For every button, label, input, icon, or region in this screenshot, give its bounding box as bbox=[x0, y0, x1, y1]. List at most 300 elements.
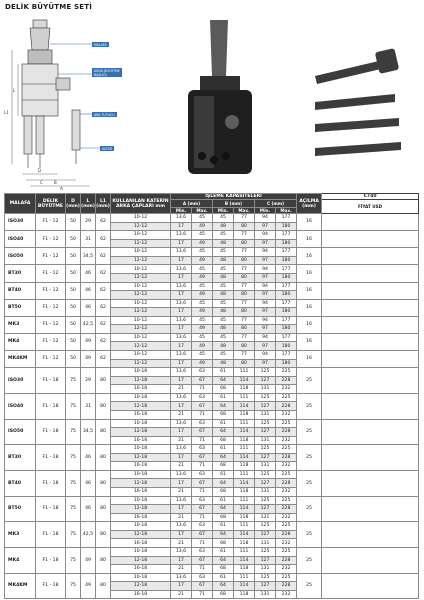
cell-a-max: 67 bbox=[192, 582, 213, 591]
cell-c-min: 125 bbox=[255, 496, 276, 505]
cell-aciklama: 25 bbox=[297, 496, 322, 522]
cell-a-max: 71 bbox=[192, 513, 213, 522]
cell-b-max: 111 bbox=[234, 368, 255, 377]
cell-a-max: 45 bbox=[192, 333, 213, 342]
cell-a-max: 67 bbox=[192, 376, 213, 385]
cell-price bbox=[322, 333, 419, 350]
header-l1: L1 (mm) bbox=[96, 194, 111, 214]
cell-c-max: 225 bbox=[276, 445, 297, 454]
cell-aciklama: 16 bbox=[297, 282, 322, 299]
cell-model: MK4 bbox=[5, 333, 36, 350]
cell-b-max: 111 bbox=[234, 393, 255, 402]
cell-d: 75 bbox=[66, 496, 81, 522]
cell-b-min: 68 bbox=[213, 565, 234, 574]
cell-a-max: 71 bbox=[192, 488, 213, 497]
cell-b-max: 77 bbox=[234, 248, 255, 257]
cell-price bbox=[322, 470, 419, 496]
cell-c-max: 232 bbox=[276, 590, 297, 599]
cell-b-min: 61 bbox=[213, 470, 234, 479]
cell-a-max: 71 bbox=[192, 565, 213, 574]
cell-kater: 10-12 bbox=[111, 316, 171, 325]
cell-c-min: 97 bbox=[255, 359, 276, 368]
cell-b-max: 118 bbox=[234, 488, 255, 497]
cell-b-min: 48 bbox=[213, 325, 234, 334]
cell-c-min: 127 bbox=[255, 479, 276, 488]
cell-l: 46 bbox=[81, 470, 96, 496]
header-c-max: Max. bbox=[276, 208, 297, 214]
cell-b-min: 64 bbox=[213, 453, 234, 462]
cell-price bbox=[322, 445, 419, 471]
product-figure bbox=[0, 14, 424, 190]
cell-c-max: 232 bbox=[276, 488, 297, 497]
cell-a-max: 71 bbox=[192, 590, 213, 599]
cell-b-min: 45 bbox=[213, 231, 234, 240]
header-c: C (mm) bbox=[255, 200, 297, 208]
cell-kater: 10-12 bbox=[111, 214, 171, 223]
cell-a-min: 13,6 bbox=[171, 522, 192, 531]
cell-a-max: 63 bbox=[192, 470, 213, 479]
cell-aciklama: 25 bbox=[297, 419, 322, 445]
cell-c-max: 225 bbox=[276, 547, 297, 556]
cell-c-max: 180 bbox=[276, 273, 297, 282]
cell-a-min: 17 bbox=[171, 428, 192, 437]
cell-c-min: 94 bbox=[255, 316, 276, 325]
cell-model: ISO30 bbox=[5, 368, 36, 394]
cell-c-max: 225 bbox=[276, 573, 297, 582]
cell-d: 50 bbox=[66, 351, 81, 368]
cell-b-min: 48 bbox=[213, 239, 234, 248]
cell-l1: 80 bbox=[96, 419, 111, 445]
cell-c-min: 97 bbox=[255, 256, 276, 265]
cell-b-min: 68 bbox=[213, 410, 234, 419]
table-row bbox=[5, 368, 419, 377]
cell-delik: F1 - 12 bbox=[36, 299, 66, 316]
cell-a-min: 21 bbox=[171, 436, 192, 445]
cell-l: 42,5 bbox=[81, 316, 96, 333]
cell-delik: F1 - 12 bbox=[36, 282, 66, 299]
cell-a-max: 49 bbox=[192, 308, 213, 317]
cell-c-max: 232 bbox=[276, 513, 297, 522]
cell-a-max: 67 bbox=[192, 556, 213, 565]
cell-c-min: 94 bbox=[255, 265, 276, 274]
cell-kater: 10-12 bbox=[111, 282, 171, 291]
technical-drawing bbox=[0, 14, 150, 190]
cell-l1: 80 bbox=[96, 496, 111, 522]
cell-b-max: 118 bbox=[234, 436, 255, 445]
cell-c-min: 125 bbox=[255, 573, 276, 582]
cell-price bbox=[322, 265, 419, 282]
cell-kater: 10-12 bbox=[111, 248, 171, 257]
cell-l1: 80 bbox=[96, 522, 111, 548]
cell-c-min: 94 bbox=[255, 231, 276, 240]
cell-c-min: 131 bbox=[255, 410, 276, 419]
cell-kater: 12-18 bbox=[111, 530, 171, 539]
cell-aciklama: 25 bbox=[297, 445, 322, 471]
cell-b-max: 111 bbox=[234, 496, 255, 505]
cell-b-max: 80 bbox=[234, 325, 255, 334]
cell-c-min: 127 bbox=[255, 376, 276, 385]
header-malafa: MALAFA bbox=[5, 194, 36, 214]
cell-kater: 12-18 bbox=[111, 402, 171, 411]
cell-b-min: 48 bbox=[213, 308, 234, 317]
cell-d: 75 bbox=[66, 445, 81, 471]
cell-a-min: 21 bbox=[171, 513, 192, 522]
cell-a-max: 45 bbox=[192, 316, 213, 325]
cell-model: MK4KM bbox=[5, 351, 36, 368]
cell-price bbox=[322, 299, 419, 316]
cell-c-min: 125 bbox=[255, 547, 276, 556]
cell-a-min: 13,6 bbox=[171, 496, 192, 505]
cell-b-max: 118 bbox=[234, 539, 255, 548]
cell-b-min: 61 bbox=[213, 573, 234, 582]
cell-kater: 12-12 bbox=[111, 308, 171, 317]
cell-b-max: 77 bbox=[234, 231, 255, 240]
cell-a-min: 17 bbox=[171, 530, 192, 539]
cell-c-max: 228 bbox=[276, 582, 297, 591]
cell-b-min: 64 bbox=[213, 428, 234, 437]
cell-b-max: 111 bbox=[234, 573, 255, 582]
spec-table-body bbox=[5, 214, 419, 599]
cell-kater: 16-18 bbox=[111, 539, 171, 548]
cell-b-min: 45 bbox=[213, 351, 234, 360]
cell-a-min: 17 bbox=[171, 256, 192, 265]
cell-c-min: 131 bbox=[255, 385, 276, 394]
cell-c-min: 125 bbox=[255, 470, 276, 479]
cell-c-max: 232 bbox=[276, 462, 297, 471]
cell-d: 50 bbox=[66, 265, 81, 282]
cell-c-max: 177 bbox=[276, 333, 297, 342]
cell-kater: 12-12 bbox=[111, 256, 171, 265]
cell-kater: 12-12 bbox=[111, 222, 171, 231]
cell-d: 75 bbox=[66, 470, 81, 496]
cell-model: BT40 bbox=[5, 470, 36, 496]
cell-kater: 12-12 bbox=[111, 291, 171, 300]
cell-c-min: 94 bbox=[255, 299, 276, 308]
dim-label-c: C bbox=[40, 180, 43, 185]
cell-a-min: 21 bbox=[171, 410, 192, 419]
header-fiyat: FİYAT USD bbox=[322, 200, 419, 214]
cell-b-max: 114 bbox=[234, 453, 255, 462]
cell-l: 49 bbox=[81, 351, 96, 368]
cell-delik: F1 - 12 bbox=[36, 265, 66, 282]
header-delik-buyutme: DELİK BÜYÜTME bbox=[36, 194, 66, 214]
cell-b-min: 45 bbox=[213, 316, 234, 325]
cell-kater: 10-18 bbox=[111, 573, 171, 582]
cell-aciklama: 16 bbox=[297, 316, 322, 333]
cell-kater: 10-12 bbox=[111, 265, 171, 274]
header-b-min: Min. bbox=[213, 208, 234, 214]
cell-price bbox=[322, 248, 419, 265]
boring-head-photo bbox=[170, 14, 270, 190]
cell-b-max: 118 bbox=[234, 565, 255, 574]
cell-aciklama: 16 bbox=[297, 265, 322, 282]
cell-a-min: 17 bbox=[171, 453, 192, 462]
cell-c-min: 94 bbox=[255, 351, 276, 360]
cell-c-min: 94 bbox=[255, 214, 276, 223]
cell-l1: 80 bbox=[96, 470, 111, 496]
cell-l1: 62 bbox=[96, 231, 111, 248]
cell-a-max: 45 bbox=[192, 282, 213, 291]
cell-c-min: 131 bbox=[255, 513, 276, 522]
cell-kater: 10-18 bbox=[111, 368, 171, 377]
cell-a-max: 71 bbox=[192, 410, 213, 419]
cell-kater: 10-12 bbox=[111, 231, 171, 240]
cell-l: 46 bbox=[81, 496, 96, 522]
cell-b-min: 68 bbox=[213, 462, 234, 471]
cell-c-max: 177 bbox=[276, 248, 297, 257]
table-row bbox=[5, 282, 419, 291]
cell-a-max: 67 bbox=[192, 402, 213, 411]
cell-model: MK4 bbox=[5, 547, 36, 573]
cell-delik: F1 - 12 bbox=[36, 351, 66, 368]
cell-a-max: 49 bbox=[192, 256, 213, 265]
cell-b-max: 111 bbox=[234, 547, 255, 556]
cell-b-min: 45 bbox=[213, 248, 234, 257]
cell-price bbox=[322, 496, 419, 522]
cell-model: ISO40 bbox=[5, 393, 36, 419]
cell-a-min: 21 bbox=[171, 462, 192, 471]
cell-c-min: 97 bbox=[255, 239, 276, 248]
cell-a-min: 17 bbox=[171, 376, 192, 385]
cell-l1: 62 bbox=[96, 351, 111, 368]
cell-delik: F1 - 18 bbox=[36, 470, 66, 496]
cell-c-max: 225 bbox=[276, 419, 297, 428]
cell-b-min: 48 bbox=[213, 342, 234, 351]
cell-b-max: 80 bbox=[234, 256, 255, 265]
cell-a-max: 45 bbox=[192, 231, 213, 240]
cell-a-max: 71 bbox=[192, 385, 213, 394]
cell-a-min: 21 bbox=[171, 385, 192, 394]
cell-a-min: 17 bbox=[171, 308, 192, 317]
cell-l: 46 bbox=[81, 299, 96, 316]
cell-b-max: 114 bbox=[234, 428, 255, 437]
cell-b-max: 80 bbox=[234, 273, 255, 282]
cell-b-min: 45 bbox=[213, 299, 234, 308]
cell-b-max: 77 bbox=[234, 265, 255, 274]
cell-a-max: 71 bbox=[192, 436, 213, 445]
cell-delik: F1 - 18 bbox=[36, 445, 66, 471]
cell-a-max: 63 bbox=[192, 393, 213, 402]
cell-c-max: 228 bbox=[276, 402, 297, 411]
table-row bbox=[5, 248, 419, 257]
header-a-min: Min. bbox=[171, 208, 192, 214]
header-d: D (mm) bbox=[66, 194, 81, 214]
cell-l1: 62 bbox=[96, 299, 111, 316]
cell-b-max: 111 bbox=[234, 419, 255, 428]
cell-a-max: 45 bbox=[192, 265, 213, 274]
cell-b-min: 68 bbox=[213, 436, 234, 445]
cell-price bbox=[322, 316, 419, 333]
header-l: L (mm) bbox=[81, 194, 96, 214]
cell-d: 50 bbox=[66, 214, 81, 231]
cell-aciklama: 16 bbox=[297, 231, 322, 248]
header-c-min: Min. bbox=[255, 208, 276, 214]
table-row bbox=[5, 299, 419, 308]
cell-kater: 12-18 bbox=[111, 479, 171, 488]
cell-kater: 12-18 bbox=[111, 556, 171, 565]
cell-b-max: 118 bbox=[234, 462, 255, 471]
cell-l: 46 bbox=[81, 445, 96, 471]
cell-c-max: 180 bbox=[276, 359, 297, 368]
cell-a-max: 67 bbox=[192, 453, 213, 462]
cell-b-max: 114 bbox=[234, 530, 255, 539]
cell-model: MK3 bbox=[5, 522, 36, 548]
callout-kater: KATER bbox=[102, 146, 113, 151]
cell-b-max: 80 bbox=[234, 342, 255, 351]
cell-a-max: 63 bbox=[192, 547, 213, 556]
cell-c-max: 180 bbox=[276, 325, 297, 334]
cell-d: 50 bbox=[66, 299, 81, 316]
cell-c-max: 177 bbox=[276, 265, 297, 274]
cell-b-min: 48 bbox=[213, 359, 234, 368]
cell-b-min: 61 bbox=[213, 445, 234, 454]
cell-delik: F1 - 12 bbox=[36, 316, 66, 333]
cell-a-min: 21 bbox=[171, 539, 192, 548]
cell-a-max: 71 bbox=[192, 462, 213, 471]
cell-price bbox=[322, 419, 419, 445]
cell-b-max: 114 bbox=[234, 505, 255, 514]
cell-model: BT30 bbox=[5, 265, 36, 282]
cell-kater: 12-18 bbox=[111, 453, 171, 462]
header-isleme: İŞLEME KAPASİTELERİ bbox=[171, 194, 297, 200]
cell-l: 34,5 bbox=[81, 248, 96, 265]
cell-a-min: 13,6 bbox=[171, 470, 192, 479]
cell-a-max: 49 bbox=[192, 291, 213, 300]
cell-aciklama: 25 bbox=[297, 547, 322, 573]
cell-a-min: 13,6 bbox=[171, 248, 192, 257]
cell-price bbox=[322, 231, 419, 248]
cell-b-max: 77 bbox=[234, 214, 255, 223]
cell-model: ISO40 bbox=[5, 231, 36, 248]
header-b: B (mm) bbox=[213, 200, 255, 208]
cell-a-max: 49 bbox=[192, 273, 213, 282]
cell-c-max: 228 bbox=[276, 479, 297, 488]
cell-c-min: 125 bbox=[255, 393, 276, 402]
cell-c-min: 127 bbox=[255, 530, 276, 539]
cell-b-max: 114 bbox=[234, 479, 255, 488]
cell-delik: F1 - 18 bbox=[36, 496, 66, 522]
cell-l: 29 bbox=[81, 368, 96, 394]
cell-l: 31 bbox=[81, 393, 96, 419]
cell-kater: 10-12 bbox=[111, 351, 171, 360]
cell-l1: 80 bbox=[96, 393, 111, 419]
cell-model: BT50 bbox=[5, 299, 36, 316]
cell-d: 50 bbox=[66, 316, 81, 333]
cell-l1: 80 bbox=[96, 445, 111, 471]
cell-kater: 10-18 bbox=[111, 522, 171, 531]
cell-a-min: 17 bbox=[171, 556, 192, 565]
cell-delik: F1 - 12 bbox=[36, 214, 66, 231]
cell-b-min: 64 bbox=[213, 505, 234, 514]
cell-a-min: 13,6 bbox=[171, 231, 192, 240]
header-a: A (mm) bbox=[171, 200, 213, 208]
cell-a-min: 17 bbox=[171, 239, 192, 248]
cell-l1: 62 bbox=[96, 214, 111, 231]
cell-a-min: 17 bbox=[171, 273, 192, 282]
cell-model: BT30 bbox=[5, 445, 36, 471]
cell-c-min: 94 bbox=[255, 333, 276, 342]
cell-a-min: 13,6 bbox=[171, 333, 192, 342]
cell-c-min: 125 bbox=[255, 419, 276, 428]
cell-model: ISO50 bbox=[5, 248, 36, 265]
cell-d: 75 bbox=[66, 573, 81, 599]
cell-delik: F1 - 12 bbox=[36, 333, 66, 350]
cell-l1: 80 bbox=[96, 547, 111, 573]
table-row bbox=[5, 231, 419, 240]
cell-a-min: 13,6 bbox=[171, 282, 192, 291]
cell-a-min: 17 bbox=[171, 291, 192, 300]
cell-c-min: 127 bbox=[255, 428, 276, 437]
cell-a-min: 13,6 bbox=[171, 265, 192, 274]
cell-c-min: 131 bbox=[255, 539, 276, 548]
cell-b-min: 45 bbox=[213, 265, 234, 274]
table-row bbox=[5, 351, 419, 360]
cell-c-max: 232 bbox=[276, 385, 297, 394]
cell-delik: F1 - 18 bbox=[36, 419, 66, 445]
cell-kater: 12-12 bbox=[111, 359, 171, 368]
cell-b-min: 45 bbox=[213, 214, 234, 223]
cell-a-min: 17 bbox=[171, 505, 192, 514]
cell-a-min: 17 bbox=[171, 402, 192, 411]
cell-c-max: 180 bbox=[276, 239, 297, 248]
cell-a-min: 17 bbox=[171, 222, 192, 231]
cell-kater: 16-18 bbox=[111, 488, 171, 497]
cell-b-min: 45 bbox=[213, 282, 234, 291]
cell-c-max: 225 bbox=[276, 393, 297, 402]
cell-delik: F1 - 18 bbox=[36, 547, 66, 573]
cell-b-max: 118 bbox=[234, 385, 255, 394]
cell-aciklama: 25 bbox=[297, 470, 322, 496]
cell-a-max: 63 bbox=[192, 496, 213, 505]
cell-b-min: 64 bbox=[213, 376, 234, 385]
cell-a-min: 17 bbox=[171, 359, 192, 368]
cell-a-min: 17 bbox=[171, 479, 192, 488]
table-row bbox=[5, 445, 419, 454]
cell-c-min: 131 bbox=[255, 436, 276, 445]
cell-c-max: 177 bbox=[276, 316, 297, 325]
cell-c-max: 232 bbox=[276, 539, 297, 548]
cell-delik: F1 - 18 bbox=[36, 573, 66, 599]
cell-model: ISO50 bbox=[5, 419, 36, 445]
cell-c-min: 131 bbox=[255, 462, 276, 471]
cell-price bbox=[322, 368, 419, 394]
cell-c-max: 228 bbox=[276, 376, 297, 385]
cell-b-max: 80 bbox=[234, 222, 255, 231]
cell-c-min: 125 bbox=[255, 445, 276, 454]
cell-kater: 16-18 bbox=[111, 436, 171, 445]
cell-c-max: 180 bbox=[276, 342, 297, 351]
cell-model: BT40 bbox=[5, 282, 36, 299]
cell-d: 75 bbox=[66, 393, 81, 419]
cell-a-max: 63 bbox=[192, 445, 213, 454]
cell-l1: 62 bbox=[96, 282, 111, 299]
cell-aciklama: 16 bbox=[297, 214, 322, 231]
cell-price bbox=[322, 547, 419, 573]
table-row bbox=[5, 547, 419, 556]
cell-aciklama: 16 bbox=[297, 299, 322, 316]
cell-c-min: 97 bbox=[255, 308, 276, 317]
cell-kater: 10-18 bbox=[111, 393, 171, 402]
cell-a-min: 13,6 bbox=[171, 573, 192, 582]
table-row bbox=[5, 265, 419, 274]
cell-d: 75 bbox=[66, 368, 81, 394]
cell-a-max: 49 bbox=[192, 359, 213, 368]
cell-b-max: 118 bbox=[234, 410, 255, 419]
cell-b-min: 64 bbox=[213, 479, 234, 488]
cell-d: 75 bbox=[66, 419, 81, 445]
header-kater: KULLANILAN KATERİN ARKA ÇAPLARI mm bbox=[111, 194, 171, 214]
cell-kater: 10-12 bbox=[111, 299, 171, 308]
